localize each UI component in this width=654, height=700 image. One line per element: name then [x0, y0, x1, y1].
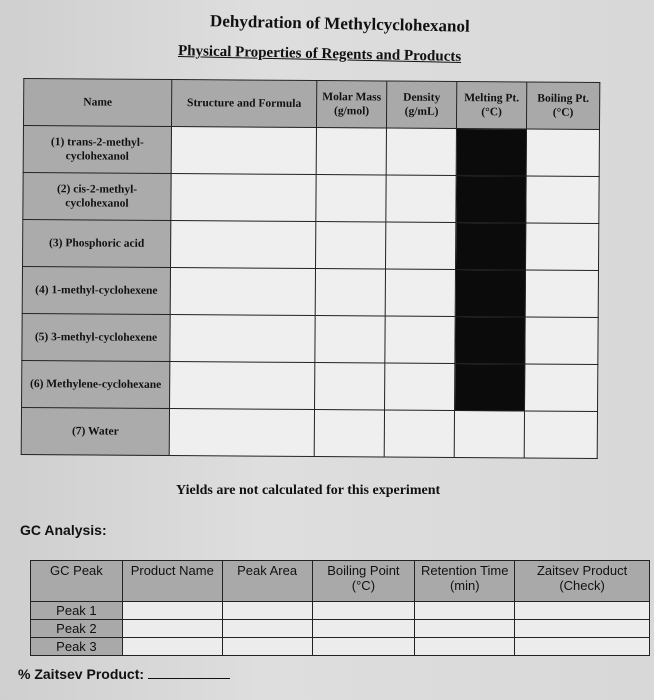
table-row [23, 172, 599, 223]
structure-cell[interactable] [170, 362, 315, 410]
table-row [22, 313, 598, 364]
melting-pt-cell [455, 270, 525, 317]
header-row [23, 78, 599, 129]
melting-pt-cell [455, 317, 525, 364]
header-melting-pt: Melting Pt. (°C) [456, 82, 526, 129]
peak-area-cell[interactable] [222, 620, 312, 638]
density-cell[interactable] [386, 128, 456, 175]
density-cell[interactable] [385, 316, 455, 363]
header-structure: Structure and Formula [171, 80, 316, 128]
molar-mass-cell[interactable] [316, 175, 386, 222]
molar-mass-cell[interactable] [316, 128, 386, 175]
zaitsev-percent-field [18, 666, 230, 682]
header-density: Density (g/mL) [386, 81, 456, 128]
compound-name: (3) Phosphoric acid [23, 219, 171, 267]
structure-cell[interactable] [170, 268, 315, 316]
table-row [22, 360, 598, 411]
melting-pt-cell [456, 176, 526, 223]
gc-header-peak-area: Peak Area [222, 561, 312, 602]
gc-peak-label: Peak 1 [31, 602, 123, 620]
gc-analysis-label: GC Analysis: [20, 522, 107, 538]
melting-pt-cell[interactable] [454, 411, 524, 458]
retention-time-cell[interactable] [415, 620, 515, 638]
compound-name: (2) cis-2-methyl-cyclohexanol [23, 172, 171, 220]
structure-cell[interactable] [170, 315, 315, 363]
structure-cell[interactable] [171, 174, 316, 222]
density-cell[interactable] [386, 175, 456, 222]
boiling-pt-cell[interactable] [525, 317, 598, 365]
molar-mass-cell[interactable] [315, 316, 385, 363]
boiling-point-cell[interactable] [312, 620, 415, 638]
melting-pt-cell [456, 129, 526, 176]
compound-name: (4) 1-methyl-cyclohexene [22, 266, 170, 314]
gc-row [31, 620, 650, 638]
table-subtitle: Physical Properties of Regents and Products [177, 43, 462, 65]
structure-cell[interactable] [169, 409, 314, 457]
compound-name: (6) Methylene-cyclohexane [22, 360, 170, 408]
boiling-point-cell[interactable] [312, 602, 415, 620]
structure-cell[interactable] [171, 221, 316, 269]
boiling-pt-cell[interactable] [525, 270, 598, 318]
boiling-point-cell[interactable] [312, 638, 415, 656]
molar-mass-cell[interactable] [314, 410, 384, 457]
gc-analysis-table [30, 560, 650, 656]
molar-mass-cell[interactable] [315, 222, 385, 269]
gc-header-peak: GC Peak [31, 561, 123, 602]
product-name-cell[interactable] [122, 602, 222, 620]
gc-header-boiling-point: Boiling Point (°C) [312, 561, 415, 602]
table-row [23, 125, 599, 176]
worksheet-title: Dehydration of Methylcyclohexanol [209, 11, 470, 36]
molar-mass-cell[interactable] [315, 363, 385, 410]
gc-header-product-name: Product Name [122, 561, 222, 602]
density-cell[interactable] [385, 363, 455, 410]
boiling-pt-cell[interactable] [526, 176, 599, 224]
melting-pt-cell [455, 223, 525, 270]
boiling-pt-cell[interactable] [525, 223, 598, 271]
yields-note: Yields are not calculated for this experiment [176, 483, 441, 498]
boiling-pt-cell[interactable] [525, 364, 598, 412]
table-row [21, 407, 597, 458]
zaitsev-blank[interactable] [148, 678, 230, 679]
compound-name: (1) trans-2-methyl-cyclohexanol [23, 125, 171, 173]
peak-area-cell[interactable] [222, 602, 312, 620]
boiling-pt-cell[interactable] [524, 411, 597, 459]
header-name: Name [23, 78, 171, 126]
gc-row [31, 638, 650, 656]
gc-header-zaitsev: Zaitsev Product (Check) [515, 561, 650, 602]
density-cell[interactable] [385, 269, 455, 316]
density-cell[interactable] [385, 222, 455, 269]
retention-time-cell[interactable] [415, 602, 515, 620]
table-row [22, 266, 598, 317]
compound-name: (7) Water [21, 407, 169, 455]
gc-peak-label: Peak 2 [31, 620, 123, 638]
gc-header-row [31, 561, 650, 602]
gc-peak-label: Peak 3 [31, 638, 123, 656]
zaitsev-label: % Zaitsev Product: [18, 666, 145, 682]
structure-cell[interactable] [171, 127, 316, 175]
physical-properties-table [21, 78, 601, 459]
peak-area-cell[interactable] [222, 638, 312, 656]
zaitsev-check-cell[interactable] [515, 638, 650, 656]
header-molar-mass: Molar Mass (g/mol) [316, 81, 386, 128]
melting-pt-cell [455, 364, 525, 411]
molar-mass-cell[interactable] [315, 269, 385, 316]
zaitsev-check-cell[interactable] [515, 620, 650, 638]
table-row [23, 219, 599, 270]
zaitsev-check-cell[interactable] [515, 602, 650, 620]
density-cell[interactable] [384, 410, 454, 457]
boiling-pt-cell[interactable] [526, 129, 599, 177]
product-name-cell[interactable] [122, 620, 222, 638]
header-boiling-pt: Boiling Pt. (°C) [526, 82, 599, 130]
retention-time-cell[interactable] [415, 638, 515, 656]
gc-row [31, 602, 650, 620]
product-name-cell[interactable] [122, 638, 222, 656]
gc-header-retention-time: Retention Time (min) [415, 561, 515, 602]
compound-name: (5) 3-methyl-cyclohexene [22, 313, 170, 361]
